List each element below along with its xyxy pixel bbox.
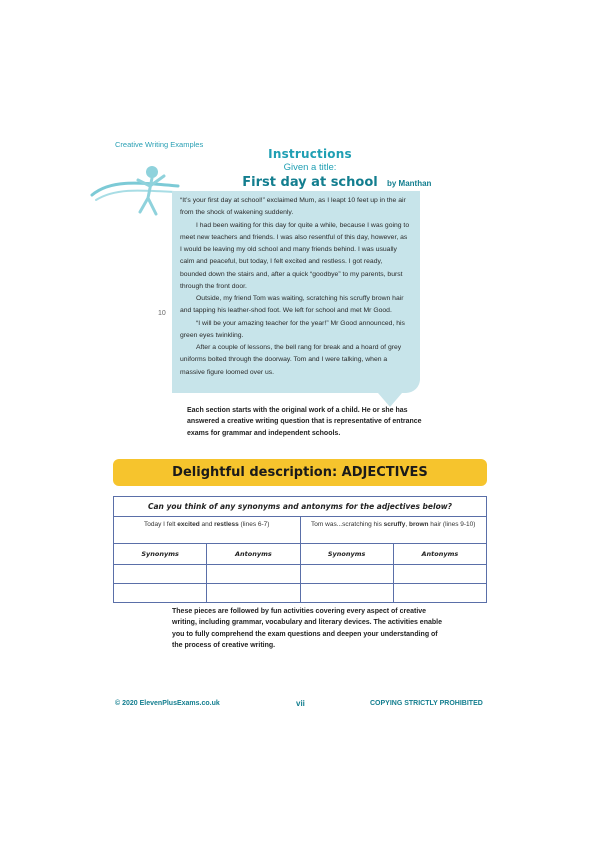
answer-cell[interactable] [206,565,299,583]
table-row [114,583,486,602]
context-text: Tom was...scratching his [311,521,384,528]
story-text-box [172,191,420,393]
adjective-context-row [114,517,486,544]
answer-cell[interactable] [206,584,299,602]
story-paragraph: Outside, my friend Tom was waiting, scratching his scruffy brown hair and tapping his leather-shod foot. We left for school and met Mr Good. [180,295,404,315]
adjective-word: restless [214,521,239,528]
context-text: Today I felt [144,521,178,528]
adjective-word: brown [408,521,429,528]
story-paragraph: After a couple of lessons, the bell rang for break and a hoard of grey uniforms bolted through the doorway. Tom and I were talking, when a massive figure loomed over us. [180,344,402,376]
antonyms-header: Antonyms [206,544,299,564]
synonyms-header: Synonyms [141,550,179,558]
context-text: hair (lines 9-10) [428,521,476,528]
instructions-heading: Instructions [268,147,352,161]
answer-cell[interactable] [114,584,206,602]
section-label: Creative Writing Examples [115,140,204,149]
adjective-word: excited [177,521,200,528]
footer-notice: COPYING STRICTLY PROHIBITED [370,700,483,707]
left-context-cell [114,517,300,543]
section-explanation-note: Each section starts with the original work of a child. He or she has answered a creative writing question that is representative of entrance exams for grammar and independent schools. [187,407,422,437]
story-paragraph: “I will be your amazing teacher for the year!” Mr Good announced, his green eyes twinkling. [180,319,405,339]
footer-page-number: vii [296,699,305,708]
answer-cell[interactable] [114,565,206,583]
banner-title: Delightful description: ADJECTIVES [172,465,428,480]
table-question: Can you think of any synonyms and antonyms for the adjectives below? [114,497,486,517]
answer-cell[interactable] [393,584,486,602]
table-row [114,565,486,583]
context-text: , [405,521,409,528]
activities-explanation-note: These pieces are followed by fun activities covering every aspect of creative writing, including grammar, vocabulary and literary devices. The activities enable you to fully comprehend the exam questions and deepen your understanding of the process of creative writing. [172,608,442,649]
story-paragraph: I had been waiting for this day for quite a while, because I was going to meet new teachers and friends. I was also resentful of this day, however, as I would be leaving my old school and many friends behind. I was usually calm and peaceful, but today, I felt excited and restless. I got ready, bounded down the stairs and, after a quick “goodbye” to my parents, burst through the front door. [180,221,410,290]
given-title-label: Given a title: [283,162,337,173]
line-number: 10 [158,310,166,317]
answer-cell[interactable] [300,565,393,583]
story-paragraph: “It’s your first day at school!” exclaimed Mum, as I leapt 10 feet up in the air from the shock of wakening suddenly. [180,197,406,217]
table-header-row [114,544,486,565]
swoosh-figure-illustration [90,150,180,230]
story-title: First day at school [242,175,378,190]
instructions-block [235,147,385,190]
adjectives-banner [113,459,487,486]
context-text: (lines 6-7) [238,521,270,528]
synonyms-header: Synonyms [300,544,393,564]
right-context-cell [300,517,487,543]
adjectives-table [113,496,487,603]
answer-cell[interactable] [300,584,393,602]
context-text: and [199,521,215,528]
adjective-word: scruffy [383,521,406,528]
antonyms-header: Antonyms [393,544,486,564]
footer-copyright: © 2020 ElevenPlusExams.co.uk [115,700,220,707]
answer-cell[interactable] [393,565,486,583]
author-byline: by Manthan [387,179,432,188]
